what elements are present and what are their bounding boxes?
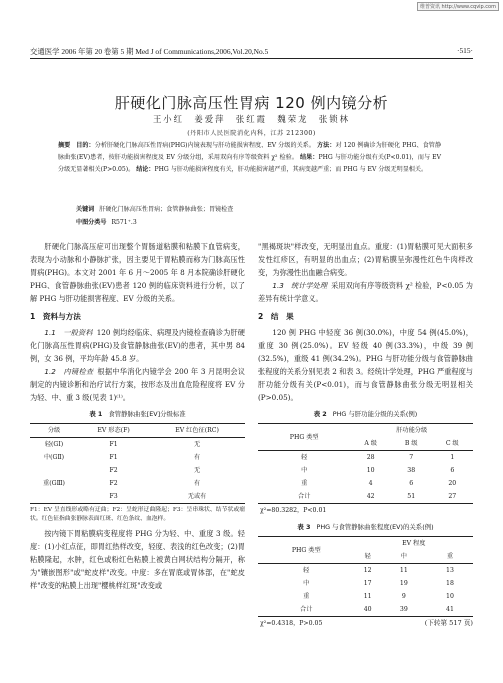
table-cell: 39: [399, 606, 408, 613]
table-cell: [30, 464, 78, 477]
table-row: [258, 564, 473, 578]
table3-caption: [258, 521, 473, 534]
table1-title: 食管静脉曲张[EV]分级标准: [108, 410, 186, 418]
table-cell: 4: [368, 480, 373, 487]
table-cell: 中(GⅡ): [43, 454, 65, 461]
table-cell: 6: [409, 480, 414, 487]
table3-statistic: χ²=0.4318，P>0.05: [260, 620, 323, 627]
method-label: 方法：: [317, 142, 336, 149]
abstract: [58, 140, 441, 177]
table2-header: B 级: [404, 440, 418, 447]
table-cell: 11: [399, 567, 408, 574]
classification: [76, 217, 441, 226]
table3-title: PHG 与食管静脉曲张程度(EV)的关系(例): [316, 523, 434, 531]
table2-row-header: PHG 类型: [258, 424, 350, 451]
watermark-stamp: 维普资讯 http://www.cqvip.com: [417, 2, 499, 11]
table2-caption: [258, 408, 473, 421]
table2-number: 表 2: [313, 410, 327, 418]
table-cell: 38: [407, 467, 416, 474]
table-row: [258, 577, 473, 590]
table3-header: 中: [400, 553, 407, 560]
table-cell: 无: [193, 467, 201, 474]
subsection-statistics: 1.3 统计学处理: [272, 281, 328, 290]
journal-citation: 交通医学 2006 年第 20 卷第 5 期 Med J of Communications,2006,Vol.20,No.5: [30, 47, 269, 56]
table-cell: 28: [366, 454, 375, 461]
keywords-text: 肝硬化门脉高压性胃病；食管静脉曲张；胃镜检查: [99, 206, 234, 213]
table3-header: 轻: [364, 553, 371, 560]
table-cell: 有: [193, 480, 201, 487]
conclusion-text: PHG 与肝功能损害程度有关，肝功能损害越严重，其病变越严重；而 PHG 与 EV 分级无明显相关。: [154, 166, 428, 174]
running-header: [30, 46, 473, 57]
table-cell: 41: [446, 606, 454, 613]
table-cell: 7: [409, 454, 414, 461]
table-cell: F1: [109, 454, 118, 461]
table2-group-header: 肝功能分级: [396, 427, 428, 434]
table-cell: 重: [303, 593, 310, 600]
table-row: [258, 490, 473, 504]
table3-group-header: EV 程度: [402, 540, 426, 547]
subsection-general: 1.1 一般资料: [44, 328, 93, 337]
table-cell: 12: [363, 567, 372, 574]
table-cell: 1: [450, 454, 455, 461]
objective-label: 目的：: [76, 142, 95, 149]
table-cell: F2: [109, 467, 118, 474]
continued-note: (下转第 517 页): [424, 619, 473, 627]
table-cell: 40: [363, 606, 372, 613]
table-row: [30, 490, 245, 504]
table2-title: PHG 与肝功能分级的关系(例): [332, 410, 418, 418]
intro-paragraph: 肝硬化门脉高压症可出现整个胃肠道粘膜和粘膜下血管病变，表现为小动脉和小静脉扩张，因主要见于胃粘膜而称为门脉高压性胃病(PHG)。本文对 2001 年 6 月～2005 年 8 月本院确诊肝硬化 PHG、食管静脉曲张(EV)患者 120 例的临床资料进行分析，以了解 PHG 与肝功能损害程度、EV 分级的关系。: [30, 242, 245, 303]
table3-row-header: PHG 类型: [258, 537, 354, 564]
table-cell: 20: [448, 480, 457, 487]
table-cell: 重(GⅢ): [43, 480, 65, 487]
table-row: [258, 603, 473, 617]
endoscopy-text: 根据中华消化内镜学会 200 年 3 月昆明会议制定的内镜诊断和治疗试行方案，按形态及出血危险程度将 EV 分为轻、中、重 3 级(见表 1)⁽¹⁾。: [30, 367, 245, 402]
conclusion-label: 结论：: [136, 166, 155, 174]
objective-text: 分析肝硬化门脉高压性胃病(PHG)内镜表现与肝功能损害程度、EV 分级的关系。: [94, 142, 316, 149]
table-cell: 13: [446, 567, 454, 574]
general-data-text: 120 例均经临床、病理及内镜检查确诊为肝硬化门脉高压性胃病(PHG)及食管静脉曲张(EV)的患者，其中男 84 例，女 36 例，平均年龄 45.8 岁。: [30, 328, 245, 363]
method-text: 对 120 例确诊为肝硬化 PHG、食管静脉曲张(EV)患者，按肝功能损害程度及 EV 分级分组，采用双向有序等级资料 χ² 检验。: [58, 142, 442, 162]
table1-header: 分级: [47, 427, 61, 434]
phg-grading-paragraph: 按内镜下胃粘膜病变程度将 PHG 分为轻、中、重度 3 级。轻度：(1)小红点征，即胃红热样改变，轻度、表浅的红色改变；(2)胃粘膜隆起，水肿，红色或粉红色粘膜上被黄白网状结构分隔开，称为"镶嵌图形"或"蛇皮样"改变。中度：多在胃底或胃体部，在"蛇皮样"改变的粘膜上出现"樱桃样红斑"改变或: [30, 529, 245, 590]
table1-caption: [30, 408, 245, 421]
table-cell: 9: [401, 593, 406, 600]
table-cell: 27: [448, 493, 457, 500]
abstract-label: 摘要: [58, 142, 71, 149]
article-title: 肝硬化门脉高压性胃病 120 例内镜分析: [114, 94, 389, 112]
table-cell: 有: [193, 454, 201, 461]
table-cell: 重: [301, 480, 308, 487]
table-cell: 合计: [300, 606, 313, 613]
table-cell: 19: [399, 580, 408, 587]
table-cell: 6: [450, 467, 455, 474]
table-row: [258, 451, 473, 465]
keywords-label: 关键词: [76, 206, 95, 213]
table-cell: 42: [366, 493, 375, 500]
table-cell: 合计: [298, 493, 311, 500]
table-cell: 10: [366, 467, 375, 474]
table2: [258, 423, 473, 517]
table-cell: 51: [407, 493, 416, 500]
table-cell: F3: [109, 493, 118, 500]
table3: [258, 536, 473, 630]
section-heading-results: 2 结 果: [258, 312, 294, 321]
table-row: [30, 451, 245, 464]
page-number: ·515·: [456, 46, 473, 55]
table-cell: 18: [446, 580, 454, 587]
table-cell: 无: [193, 441, 201, 448]
table1-header: EV 形态(F): [97, 427, 130, 434]
table-cell: [30, 490, 78, 504]
table-row: [258, 477, 473, 490]
table2-header: C 级: [445, 440, 459, 447]
table2-header: A 级: [364, 440, 377, 447]
section-heading-methods: 1 资料与方法: [30, 312, 81, 321]
table-cell: 中: [303, 580, 310, 587]
table1: [30, 423, 245, 504]
table-cell: 轻(GⅠ): [44, 441, 64, 448]
table-row: [30, 477, 245, 490]
table-row: [30, 464, 245, 477]
table1-note: F1：EV 呈直线形或略有迂曲；F2：呈蛇形迂曲隆起；F3：呈串珠状、结节状或瘤状。红色征指曲张静脉表面红斑、红色条纹、血泡样。: [30, 507, 245, 522]
table-cell: 17: [363, 580, 372, 587]
results-paragraph: 120 例 PHG 中轻度 36 例(30.0%)，中度 54 例(45.0%)，重度 30 例(25.0%)。EV 轻级 40 例(33.3%)，中级 39 例(32.5%)，重级 41 例(34.2%)。PHG 与肝功能分级与食管静脉曲张程度的关系分别见表 2 和表 3。经统计学处理，PHG 严重程度与肝功能分级有关(P<0.01)，而与食管静脉曲张分级无明显相关(P>0.05)。: [258, 328, 473, 402]
table-cell: 无或有: [187, 493, 207, 500]
right-column: [258, 240, 473, 630]
article-authors: 王小红 姜爱萍 张红霞 魏荣龙 张锁林: [152, 114, 351, 124]
table-row: [258, 590, 473, 603]
table-cell: 10: [446, 593, 454, 600]
table1-header: EV 红色征(RC): [175, 427, 219, 434]
table2-statistic: χ²=80.3282，P<0.01: [260, 507, 327, 514]
table-cell: 轻: [303, 567, 310, 574]
table-cell: 轻: [301, 454, 308, 461]
result-text: PHG 与肝功能分级有关(P<0.01)，而与 EV 分级无显著相关(P>0.05)。: [58, 154, 441, 174]
left-column: [30, 240, 245, 592]
table-cell: 11: [363, 593, 372, 600]
subsection-endoscopy: 1.2 内镜检查: [44, 367, 94, 376]
grading-continued-paragraph: "黑褐斑块"样改变，无明显出血点。重度：(1)胃粘膜可见大面积多发性红疹区，有明显的出血点；(2)胃粘膜呈弥漫性红色牛肉样改变，为弥漫性出血融合病变。: [258, 242, 473, 277]
result-label: 结果：: [300, 154, 319, 162]
classification-code: R571⁺.3: [111, 219, 137, 226]
table-row: [30, 438, 245, 452]
table1-number: 表 1: [89, 410, 103, 418]
table3-number: 表 3: [297, 523, 311, 531]
table-cell: F2: [109, 480, 118, 487]
statistics-text: 采用双向有序等级资料 χ² 检验，P<0.05 为差异有统计学意义。: [258, 281, 473, 303]
article-affiliation: (丹阳市人民医院消化内科，江苏 212300): [187, 130, 316, 137]
table-cell: F1: [109, 441, 118, 448]
classification-label: 中图分类号: [76, 219, 107, 226]
table-cell: 中: [301, 467, 308, 474]
table3-header: 重: [446, 553, 454, 560]
keywords: [76, 204, 441, 213]
header-rule: [30, 58, 473, 59]
table-row: [258, 464, 473, 477]
